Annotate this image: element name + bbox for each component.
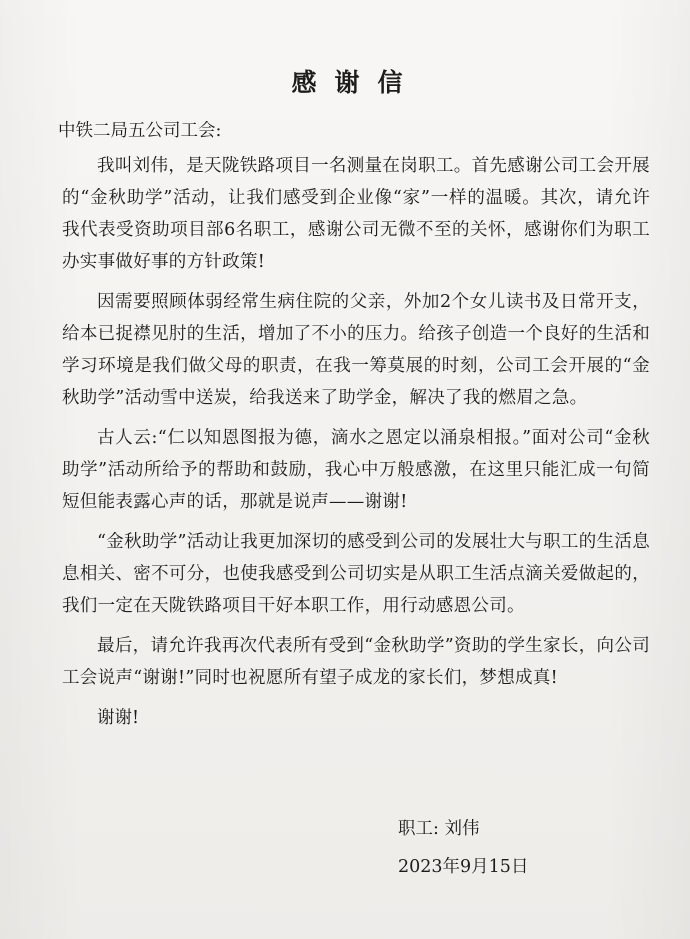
signature-block <box>398 810 528 886</box>
closing-thanks: 谢谢! <box>97 708 140 728</box>
signature-name: 职工: 刘伟 <box>398 819 480 839</box>
paragraph-1: 我叫刘伟，是天陇铁路项目一名测量在岗职工。首先感谢公司工会开展的“金秋助学”活动，让我们感受到企业像“家”一样的温暖。其次，请允许我代表受资助项目部6名职工，感谢公司无微不至的关怀，感谢你们为职工办实事做好事的方针政策! <box>62 156 650 272</box>
paragraph-3: 古人云:“仁以知恩图报为德，滴水之恩定以涌泉相报。”面对公司“金秋助学”活动所给予的帮助和鼓励，我心中万般感激，在这里只能汇成一句简短但能表露心声的话，那就是说声——谢谢! <box>62 428 650 512</box>
letter-title: 感谢信 <box>291 68 421 97</box>
paragraph-5: 最后，请允许我再次代表所有受到“金秋助学”资助的学生家长，向公司工会说声“谢谢!”同时也祝愿所有望子成龙的家长们，梦想成真! <box>62 636 650 688</box>
letter-date: 2023年9月15日 <box>398 857 529 877</box>
paragraph-4: “金秋助学”活动让我更加深切的感受到公司的发展壮大与职工的生活息息相关、密不可分，也使我感受到公司切实是从职工生活点滴关爱做起的，我们一定在天陇铁路项目干好本职工作，用行动感恩公司。 <box>62 532 650 616</box>
paragraph-2: 因需要照顾体弱经常生病住院的父亲，外加2个女儿读书及日常开支，给本已捉襟见肘的生活，增加了不小的压力。给孩子创造一个良好的生活和学习环境是我们做父母的职责，在我一筹莫展的时刻，公司工会开展的“金秋助学”活动雪中送炭，给我送来了助学金，解决了我的燃眉之急。 <box>62 292 650 408</box>
salutation: 中铁二局五公司工会: <box>58 121 222 141</box>
